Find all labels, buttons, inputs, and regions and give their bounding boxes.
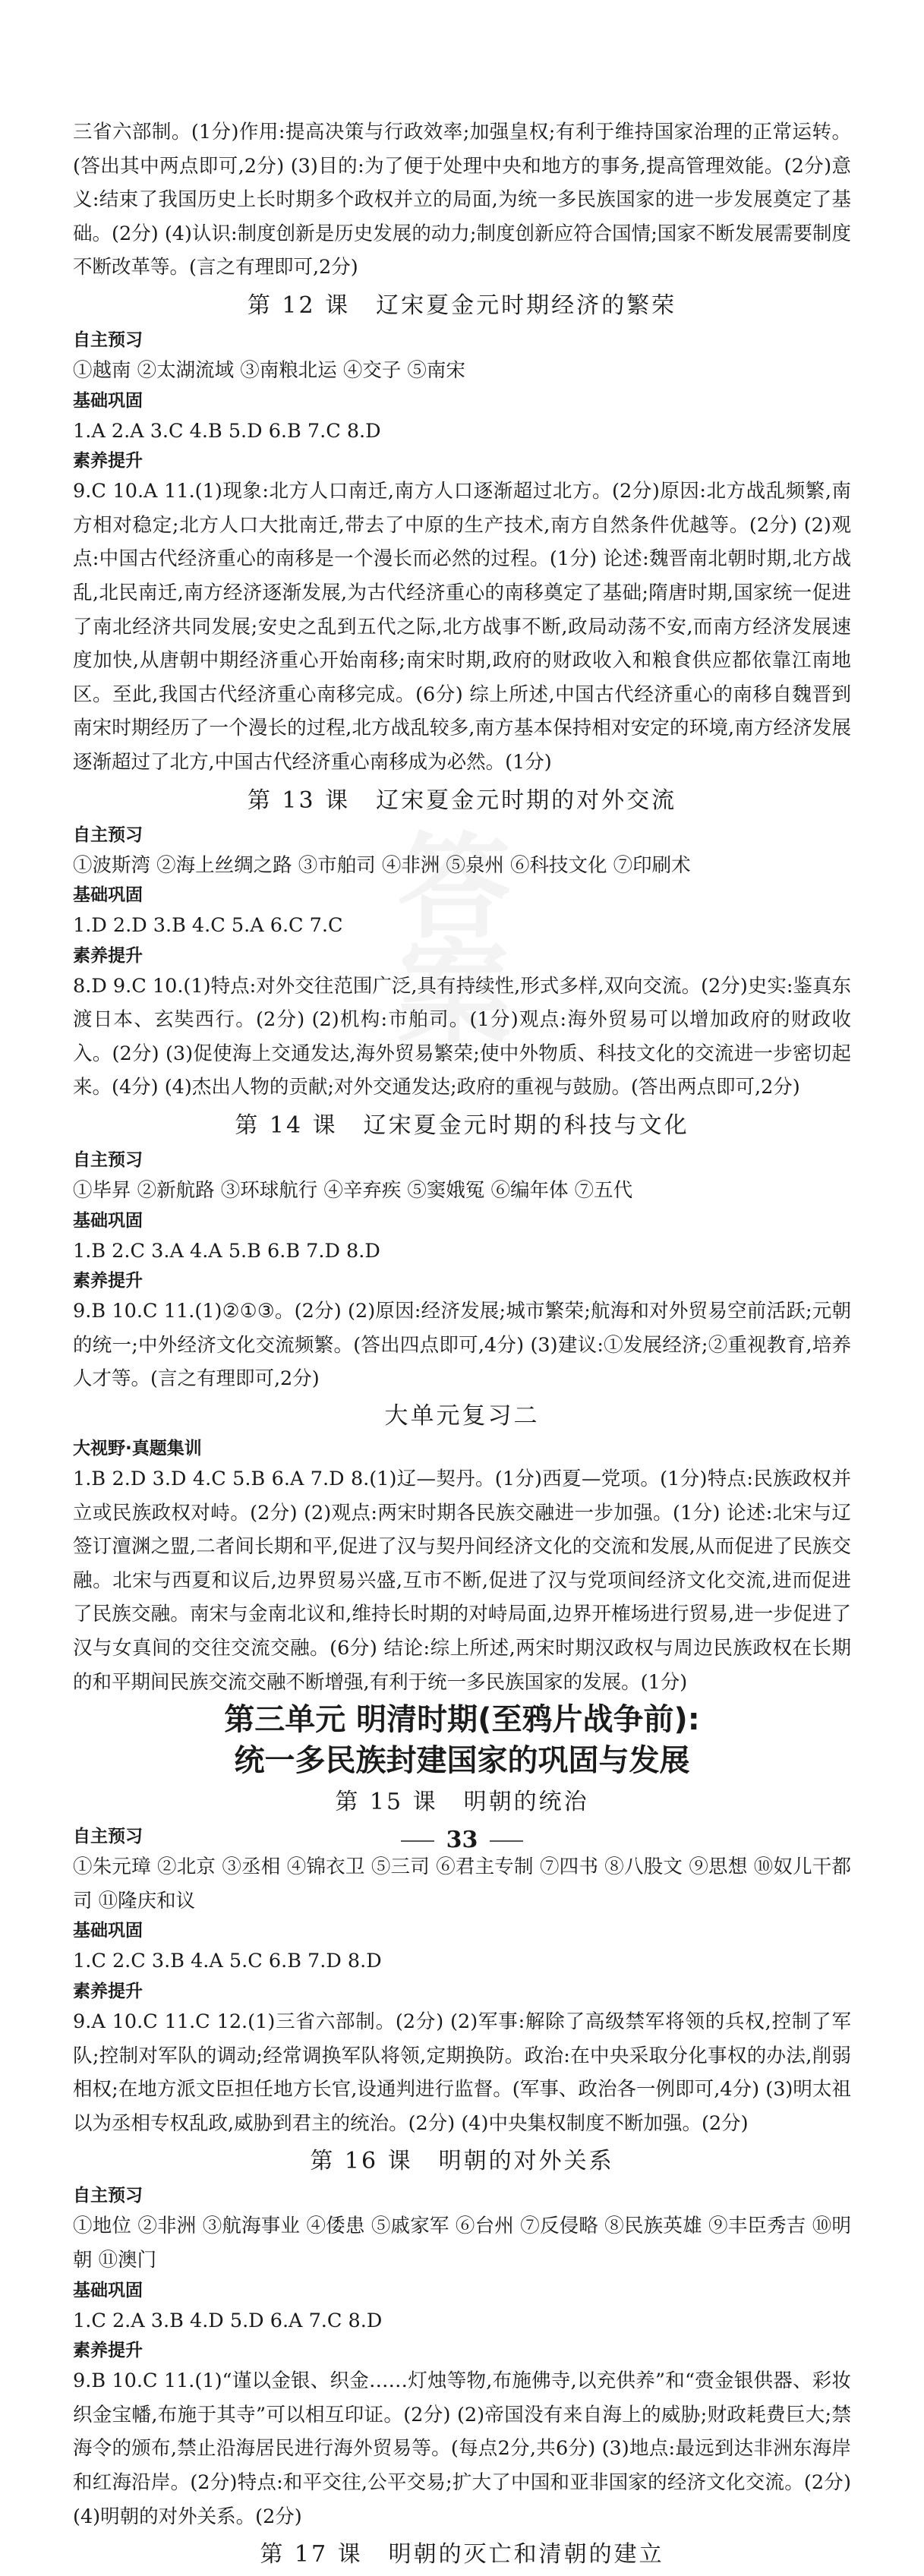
lesson-14-number: 第 14 课 bbox=[235, 1112, 338, 1140]
lesson-17-heading bbox=[73, 2535, 851, 2574]
lesson-16-title: 明朝的对外关系 bbox=[438, 2148, 614, 2175]
review-2-title: 大单元复习二 bbox=[384, 1402, 540, 1430]
page-number: 33 bbox=[446, 1827, 478, 1853]
lesson-16-preview-label: 自主预习 bbox=[73, 2186, 143, 2206]
lesson-12-basic: 1.A 2.A 3.C 4.B 5.D 6.B 7.C 8.D bbox=[73, 419, 381, 443]
lesson-15-number: 第 15 课 bbox=[335, 1789, 438, 1816]
lesson-13-improve-label: 素养提升 bbox=[73, 945, 143, 966]
lesson-14-basic-label: 基础巩固 bbox=[73, 1210, 143, 1231]
lesson-17-title: 明朝的灭亡和清朝的建立 bbox=[388, 2541, 664, 2568]
lesson-14-preview-label: 自主预习 bbox=[73, 1150, 143, 1171]
lesson-15-preview-label: 自主预习 bbox=[73, 1827, 143, 1847]
lesson-15-preview: ①朱元璋 ②北京 ③丞相 ④锦衣卫 ⑤三司 ⑥君主专制 ⑦四书 ⑧八股文 ⑨思想 ⑩奴儿干都司 ⑪隆庆和议 bbox=[73, 1856, 851, 1912]
lesson-16-heading bbox=[73, 2142, 851, 2181]
lesson-15-improve: 9.A 10.C 11.C 12.(1)三省六部制。(2分) (2)军事:解除了高级禁军将领的兵权,控制了军队;控制对军队的调动;经常调换军队将领,定期换防。政治:在中央采取分化事权的办法,削弱相权;在地方派文臣担任地方长官,设通判进行监督。(军事、政治各一例即可,4分) (3)明太祖以为丞相专权乱政,威胁到君主的统治。(2分) (4)中央集权制度不断加强。(2分) bbox=[73, 2010, 851, 2135]
lesson-13-basic-label: 基础巩固 bbox=[73, 885, 143, 906]
lesson-16-basic: 1.C 2.A 3.B 4.D 5.D 6.A 7.C 8.D bbox=[73, 2309, 383, 2332]
page-content bbox=[73, 115, 851, 2576]
unit-3-title-line-1: 第三单元 明清时期(至鸦片战争前): bbox=[224, 1702, 700, 1738]
lesson-16-preview: ①地位 ②非洲 ③航海事业 ④倭患 ⑤戚家军 ⑥台州 ⑦反侵略 ⑧民族英雄 ⑨丰臣秀吉 ⑩明朝 ⑪澳门 bbox=[73, 2215, 851, 2272]
lesson-12-heading bbox=[73, 286, 851, 326]
lesson-14-preview: ①毕昇 ②新航路 ③环球航行 ④辛弃疾 ⑤窦娥冤 ⑥编年体 ⑦五代 bbox=[73, 1179, 633, 1203]
lesson-15-title: 明朝的统治 bbox=[463, 1789, 589, 1816]
lesson-13-preview: ①波斯湾 ②海上丝绸之路 ③市舶司 ④非洲 ⑤泉州 ⑥科技文化 ⑦印刷术 bbox=[73, 853, 691, 877]
lesson-15-basic: 1.C 2.C 3.B 4.A 5.C 6.B 7.D 8.D bbox=[73, 1950, 382, 1973]
lesson-12-basic-label: 基础巩固 bbox=[73, 390, 143, 411]
unit-3-title-line-2: 统一多民族封建国家的巩固与发展 bbox=[234, 1743, 690, 1779]
lesson-12-preview-label: 自主预习 bbox=[73, 329, 143, 350]
lesson-16-improve: 9.B 10.C 11.(1)“谨以金银、织金……灯烛等物,布施佛寺,以充供养”和“赍金银供器、彩妆织金宝幡,布施于其寺”可以相互印证。(2分) (2)帝国没有来自海上的威胁;财政耗费巨大;禁海令的颁布,禁止沿海居民进行海外贸易等。(每点2分,共6分) (3)地点:最远到达非洲东海岸和红海沿岸。(2分)特点:和平交往,公平交易;扩大了中国和亚非国家的经济文化交流。(2分) (4)明朝的对外关系。(2分) bbox=[73, 2369, 851, 2528]
lesson-12-improve: 9.C 10.A 11.(1)现象:北方人口南迁,南方人口逐渐超过北方。(2分)原因:北方战乱频繁,南方相对稳定;北方人口大批南迁,带去了中原的生产技术,南方自然条件优越等。(2分) (2)观点:中国古代经济重心的南移是一个漫长而必然的过程。(1分) 论述:魏晋南北朝时期,北方战乱,北民南迁,南方经济逐渐发展,为古代经济重心的南移奠定了基础;隋唐时期,国家统一促进了南北经济共同发展;安史之乱到五代之际,北方战事不断,政局动荡不安,而南方经济发展速度加快,从唐朝中期经济重心开始南移;南宋时期,政府的财政收入和粮食供应都依靠江南地区。至此,我国古代经济重心南移完成。(6分) 综上所述,中国古代经济重心的南移自魏晋到南宋时期经历了一个漫长的过程,北方战乱较多,南方基本保持相对安定的环境,南方经济发展逐渐超过了北方,中国古代经济重心南移成为必然。(1分) bbox=[73, 480, 851, 774]
lesson-14-improve: 9.B 10.C 11.(1)②①③。(2分) (2)原因:经济发展;城市繁荣;航海和对外贸易空前活跃;元朝的统一;中外经济文化交流频繁。(答出四点即可,4分) (3)建议:①发展经济;②重视教育,培养人才等。(言之有理即可,2分) bbox=[73, 1300, 851, 1391]
watermark: 答 案 bbox=[396, 822, 511, 1061]
lesson-12-title: 辽宋夏金元时期经济的繁荣 bbox=[376, 292, 677, 319]
lesson-14-heading bbox=[73, 1106, 851, 1146]
lesson-13-heading bbox=[73, 781, 851, 821]
lesson-12-number: 第 12 课 bbox=[247, 292, 351, 319]
lesson-12-preview: ①越南 ②太湖流域 ③南粮北运 ④交子 ⑤南宋 bbox=[73, 358, 465, 382]
lesson-15-improve-label: 素养提升 bbox=[73, 1981, 143, 2001]
lesson-13-title: 辽宋夏金元时期的对外交流 bbox=[376, 787, 677, 814]
lesson-15-basic-label: 基础巩固 bbox=[73, 1921, 143, 1941]
lesson-13-basic: 1.D 2.D 3.B 4.C 5.A 6.C 7.C bbox=[73, 914, 343, 938]
lesson-16-basic-label: 基础巩固 bbox=[73, 2280, 143, 2300]
review-2-text: 1.B 2.D 3.D 4.C 5.B 6.A 7.D 8.(1)辽—契丹。(1分)西夏—党项。(1分)特点:民族政权并立或民族政权对峙。(2分) (2)观点:两宋时期各民族交融进一步加强。(1分) 论述:北宋与辽签订澶渊之盟,二者间长期和平,促进了汉与契丹间经济文化的交流和发展,从而促进了民族交融。北宋与西夏和议后,边界贸易兴盛,互市不断,促进了汉与党项间经济文化交流,进而促进了民族交融。南宋与金南北议和,维持长时期的对峙局面,边界开榷场进行贸易,进一步促进了汉与女真间的交往交流交融。(6分) 结论:综上所述,两宋时期汉政权与周边民族政权在长期的和平期间民族交流交融不断增强,有利于统一多民族国家的发展。(1分) bbox=[73, 1468, 851, 1694]
lesson-12-improve-label: 素养提升 bbox=[73, 451, 143, 471]
lesson-16-improve-label: 素养提升 bbox=[73, 2341, 143, 2361]
lesson-13-number: 第 13 课 bbox=[247, 787, 351, 814]
lesson-17-number: 第 17 课 bbox=[260, 2541, 363, 2568]
lesson-16-number: 第 16 课 bbox=[310, 2148, 413, 2175]
lesson-13-improve: 8.D 9.C 10.(1)特点:对外交往范围广泛,具有持续性,形式多样,双向交流。(2分)史实:鉴真东渡日本、玄奘西行。(2分) (2)机构:市舶司。(1分)观点:海外贸易可以增加政府的财政收入。(2分) (3)促使海上交通发达,海外贸易繁荣;使中外物质、科技文化的交流进一步密切起来。(4分) (4)杰出人物的贡献;对外交通发达;政府的重视与鼓励。(答出两点即可,2分) bbox=[73, 974, 851, 1099]
lesson-14-basic: 1.B 2.C 3.A 4.A 5.B 6.B 7.D 8.D bbox=[73, 1239, 380, 1263]
lesson-14-improve-label: 素养提升 bbox=[73, 1271, 143, 1291]
intro-paragraph: 三省六部制。(1分)作用:提高决策与行政效率;加强皇权;有利于维持国家治理的正常运转。(答出其中两点即可,2分) (3)目的:为了便于处理中央和地方的事务,提高管理效能。(2分)意义:结束了我国历史上长时期多个政权并立的局面,为统一多民族国家的进一步发展奠定了基础。(2分) (4)认识:制度创新是历史发展的动力;制度创新应符合国情;国家不断发展需要制度不断改革等。(言之有理即可,2分) bbox=[73, 121, 851, 279]
lesson-15-heading bbox=[73, 1783, 851, 1822]
review-2-label: 大视野·真题集训 bbox=[73, 1439, 202, 1459]
lesson-14-title: 辽宋夏金元时期的科技与文化 bbox=[363, 1112, 689, 1140]
lesson-13-preview-label: 自主预习 bbox=[73, 825, 143, 845]
